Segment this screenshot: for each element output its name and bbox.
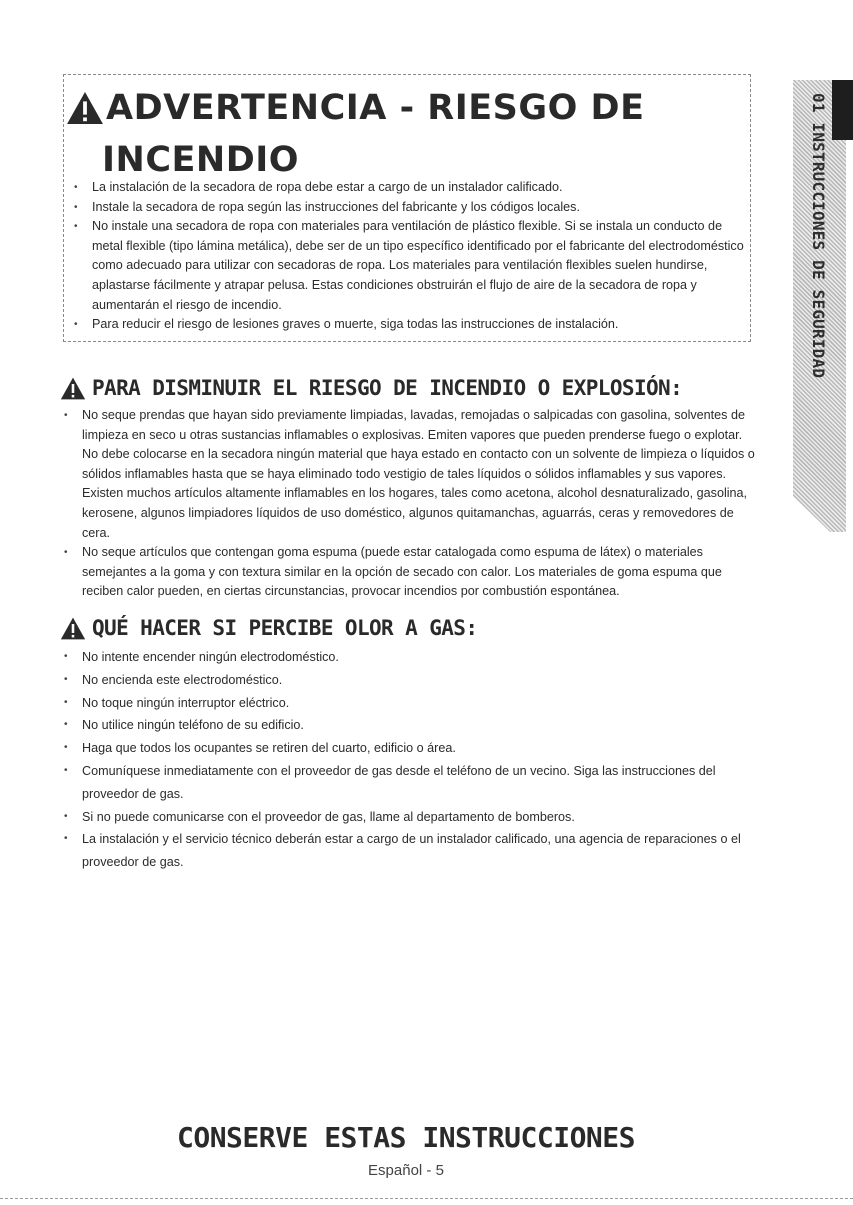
list-item: • No seque prendas que hayan sido previamente limpiadas, lavadas, remojadas o salpicadas con gasolina, solventes de limpieza en seco u otras sustancias inflamables o explosivas. Emiten vapores que pueden prenderse fuego o explotar. No debe colocarse en la secadora ningún material que haya estado en contacto con un solvente de limpieza o líquidos o sólidos inflamables hasta que se haya eliminado todo vestigio de tales líquidos o sólidos inflamables y sus vapores. Existen muchos artículos altamente inflamables en los hogares, tales como acetona, alcohol desnaturalizado, gasolina, kerosene, algunos limpiadores líquidos de uso doméstico, algunos quitamanchas, aguarrás, ceras y removedores de cera. bbox=[54, 406, 759, 543]
fire-explosion-list bbox=[54, 406, 759, 602]
warning-triangle-icon bbox=[60, 377, 86, 400]
list-item: • Haga que todos los ocupantes se retiren del cuarto, edificio o área. bbox=[54, 737, 759, 760]
warning-triangle-icon bbox=[60, 617, 86, 640]
warning-title-line2: INCENDIO bbox=[102, 140, 300, 180]
list-item: • Comuníquese inmediatamente con el proveedor de gas desde el teléfono de un vecino. Siga las instrucciones del proveedor de gas. bbox=[54, 760, 759, 806]
warning-list bbox=[64, 178, 754, 335]
gas-smell-list bbox=[54, 646, 759, 874]
warning-triangle-icon bbox=[66, 91, 104, 125]
side-tab-label: 01 INSTRUCCIONES DE SEGURIDAD bbox=[809, 93, 828, 379]
list-item: • Para reducir el riesgo de lesiones graves o muerte, siga todas las instrucciones de instalación. bbox=[64, 315, 754, 335]
section-heading-gas-smell bbox=[60, 616, 477, 640]
section-heading-fire-explosion bbox=[60, 376, 682, 400]
list-item: • No instale una secadora de ropa con materiales para ventilación de plástico flexible. Si se instala un conducto de metal flexible (tipo lámina metálica), debe ser de un tipo específico identificado por el fabricante del electrodoméstico como adecuado para utilizar con secadoras de ropa. Los materiales para ventilación flexibles suelen hundirse, aplastarse fácilmente y atrapar pelusa. Estas condiciones obstruirán el flujo de aire de la secadora de ropa y aumentarán el riesgo de incendio. bbox=[64, 217, 754, 315]
list-item: • No utilice ningún teléfono de su edificio. bbox=[54, 714, 759, 737]
warning-title bbox=[66, 82, 686, 186]
list-item: • La instalación y el servicio técnico deberán estar a cargo de un instalador calificado, una agencia de reparaciones o el proveedor de gas. bbox=[54, 828, 759, 874]
list-item: • No encienda este electrodoméstico. bbox=[54, 669, 759, 692]
list-item: • No toque ningún interruptor eléctrico. bbox=[54, 692, 759, 715]
list-item: • Instale la secadora de ropa según las instrucciones del fabricante y los códigos locales. bbox=[64, 198, 754, 218]
list-item: • La instalación de la secadora de ropa debe estar a cargo de un instalador calificado. bbox=[64, 178, 754, 198]
list-item: • Si no puede comunicarse con el proveedor de gas, llame al departamento de bomberos. bbox=[54, 806, 759, 829]
footer-title: CONSERVE ESTAS INSTRUCCIONES bbox=[176, 1121, 635, 1154]
section-heading-text: PARA DISMINUIR EL RIESGO DE INCENDIO O EXPLOSIÓN: bbox=[92, 376, 683, 400]
list-item: • No intente encender ningún electrodoméstico. bbox=[54, 646, 759, 669]
side-tab-marker bbox=[832, 80, 853, 140]
page-number: Español - 5 bbox=[368, 1162, 444, 1179]
list-item: • No seque artículos que contengan goma espuma (puede estar catalogada como espuma de látex) o materiales semejantes a la goma y con textura similar en la opción de secado con calor. Los materiales de goma espuma que reciben calor pueden, en ciertas circunstancias, provocar incendios por combustión espontánea. bbox=[54, 543, 759, 602]
warning-title-line1: ADVERTENCIA - RIESGO DE bbox=[106, 88, 645, 128]
bottom-divider bbox=[0, 1198, 853, 1199]
section-heading-text: QUÉ HACER SI PERCIBE OLOR A GAS: bbox=[92, 616, 478, 640]
